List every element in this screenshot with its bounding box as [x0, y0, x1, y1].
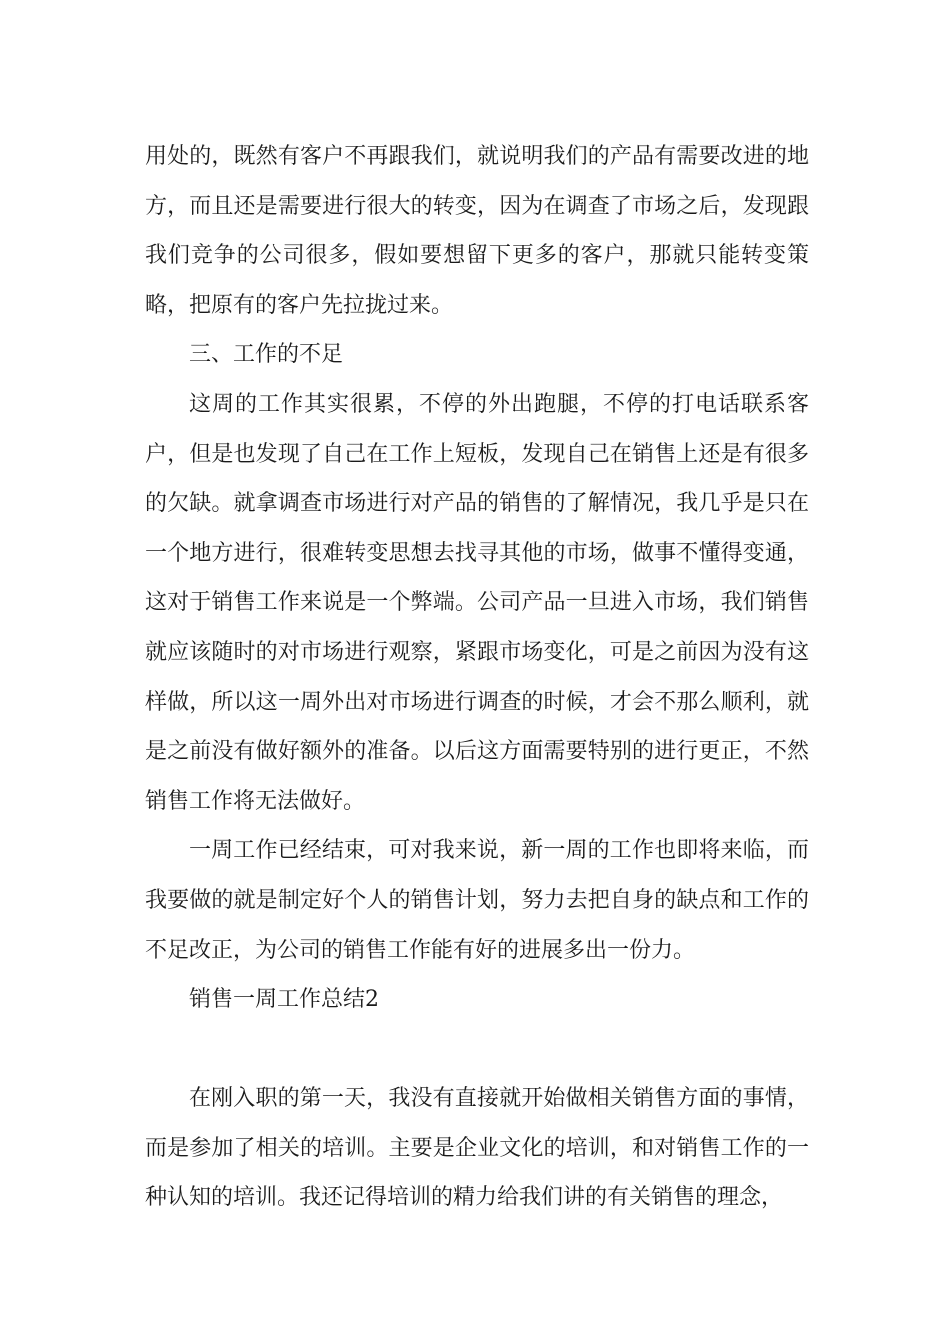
paragraph-first-day: 在刚入职的第一天，我没有直接就开始做相关销售方面的事情，而是参加了相关的培训。主要是企业文化的培训，和对销售工作的一种认知的培训。我还记得培训的精力给我们讲的有关销售的理念，: [145, 1086, 809, 1211]
section-heading-shortcomings: 三、工作的不足: [189, 342, 344, 368]
article-title-2: 销售一周工作总结2: [189, 987, 379, 1013]
paragraph-conclusion: 一周工作已经结束，可对我来说，新一周的工作也即将来临，而我要做的就是制定好个人的销售计划，努力去把自身的缺点和工作的不足改正，为公司的销售工作能有好的进展多出一份力。: [145, 838, 809, 963]
paragraph-continuation: 用处的，既然有客户不再跟我们，就说明我们的产品有需要改进的地方，而且还是需要进行很大的转变，因为在调查了市场之后，发现跟我们竞争的公司很多，假如要想留下更多的客户，那就只能转变策略，把原有的客户先拉拢过来。: [145, 144, 809, 318]
document-body: [145, 132, 809, 1223]
blank-line: [145, 1025, 809, 1075]
paragraph-shortcomings: 这周的工作其实很累，不停的外出跑腿，不停的打电话联系客户，但是也发现了自己在工作上短板，发现自己在销售上还是有很多的欠缺。就拿调查市场进行对产品的销售的了解情况，我几乎是只在一个地方进行，很难转变思想去找寻其他的市场，做事不懂得变通，这对于销售工作来说是一个弊端。公司产品一旦进入市场，我们销售就应该随时的对市场进行观察，紧跟市场变化，可是之前因为没有这样做，所以这一周外出对市场进行调查的时候，才会不那么顺利，就是之前没有做好额外的准备。以后这方面需要特别的进行更正，不然销售工作将无法做好。: [145, 391, 809, 814]
